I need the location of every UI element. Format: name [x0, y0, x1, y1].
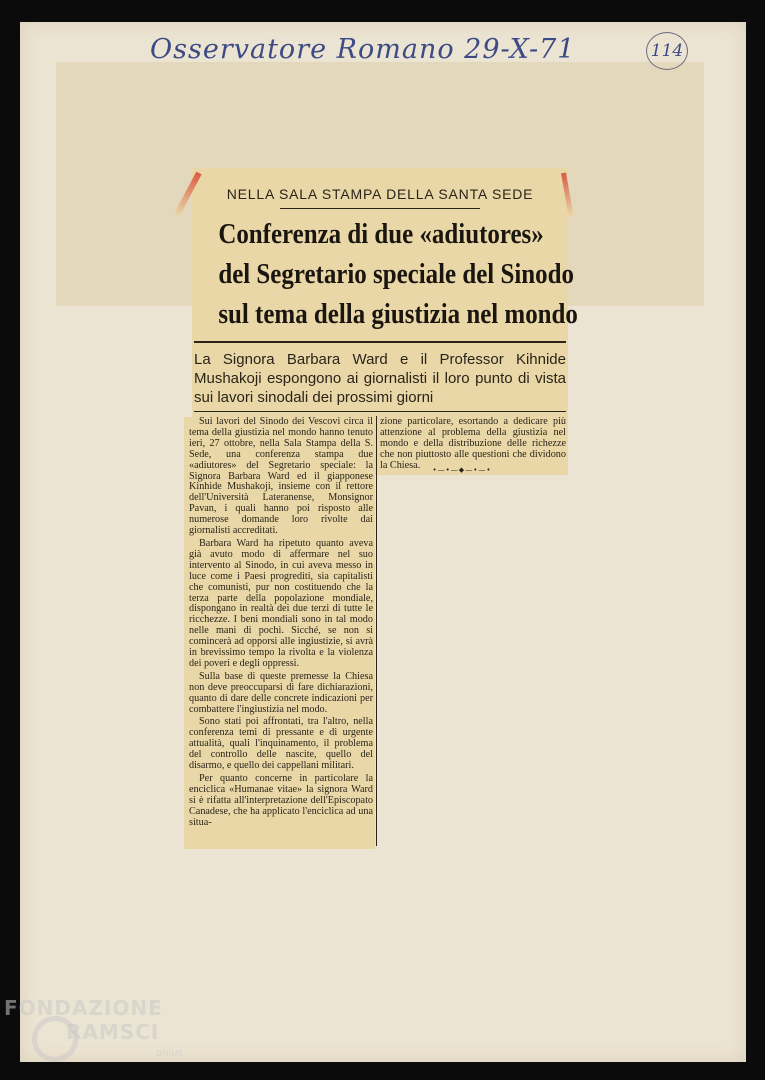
- body-column-2: [380, 417, 566, 473]
- body-paragraph: Per quanto concerne in particolare la enciclica «Humanae vitae» la signora Ward si è rifatta all'interpretazione dell'Episcopato Canadese, che ha applicato l'enciclica ad una situa-: [189, 773, 373, 828]
- article-deck: La Signora Barbara Ward e il Professor Kihnide Mushakoji espongono ai giornalisti il loro punto di vista sui lavori sinodali dei prossimi giorni: [194, 351, 566, 406]
- body-paragraph-continued: zione particolare, esortando a dedicare più attenzione al problema della giustizia nel mondo e della distribuzione delle richezze che non piuttosto alle questioni che dividono la Chiesa.: [380, 417, 566, 471]
- body-paragraph: Sono stati poi affrontati, tra l'altro, nella conferenza temi di pressante e di urgente attualità, quali l'inquinamento, il problema del controllo delle nascite, quello del disarmo, e quello dei cappellani militari.: [189, 716, 373, 772]
- watermark-line-2: RAMSCI: [66, 1020, 160, 1044]
- headline-line-2: del Segretario speciale del Sinodo: [218, 258, 574, 290]
- watermark-line-1: FONDAZIONE: [4, 996, 163, 1020]
- article-headline: [218, 214, 578, 342]
- body-paragraph: Sulla base di queste premesse la Chiesa non deve preoccuparsi di fare dichiarazioni, quanto di dare delle concrete indicazioni per combattere l'ingiustizia nel modo.: [189, 670, 373, 715]
- body-column-1: [189, 417, 373, 845]
- deck-rule: [194, 411, 566, 412]
- watermark-suffix: onlus: [156, 1048, 183, 1059]
- body-paragraph: Sui lavori del Sinodo dei Vescovi circa il tema della giustizia nel mondo hanno tenuto ieri, 27 ottobre, nella Sala Stampa della S. Sede, una conferenza stampa due «adiutores» del Segretario speciale: la Signora Barbara Ward ed il giapponese Kinhide Mushakoji, insieme con il rettore dell'Università Lateranense, Monsignor Pavan, i quali hanno poi risposto alle numerose domande loro rivolte dai giornalisti accreditati.: [189, 417, 373, 537]
- kicker-underline: [280, 208, 480, 209]
- end-ornament: •—•—◆—•—•: [432, 466, 492, 474]
- page-number-circle: 114: [646, 32, 688, 70]
- handwritten-source-note: Osservatore Romano 29-X-71: [150, 34, 576, 65]
- headline-line-1: Conferenza di due «adiutores»: [218, 218, 544, 250]
- headline-line-3: sul tema della giustizia nel mondo: [218, 298, 578, 330]
- column-divider: [376, 416, 377, 846]
- fondazione-gramsci-watermark: [4, 996, 204, 1066]
- headline-rule: [194, 341, 566, 343]
- body-paragraph: Barbara Ward ha ripetuto quanto aveva già avuto modo di affermare nel suo intervento al Sinodo, in cui aveva messo in luce come i Paesi progrediti, sia capitalisti che comunisti, pur non costituendo che la terza parte della popolazione mondiale, dispongano in realtà dei due terzi di tutte le ricchezze. I beni mondiali sono in tal modo nelle mani di pochi. Sicché, se non si comincerà ad opporsi alle ingiustizie, si avrà in brevissimo tempo la rivolta e la violenza dei poveri e degli oppressi.: [189, 537, 373, 669]
- article-kicker: NELLA SALA STAMPA DELLA SANTA SEDE: [226, 186, 534, 202]
